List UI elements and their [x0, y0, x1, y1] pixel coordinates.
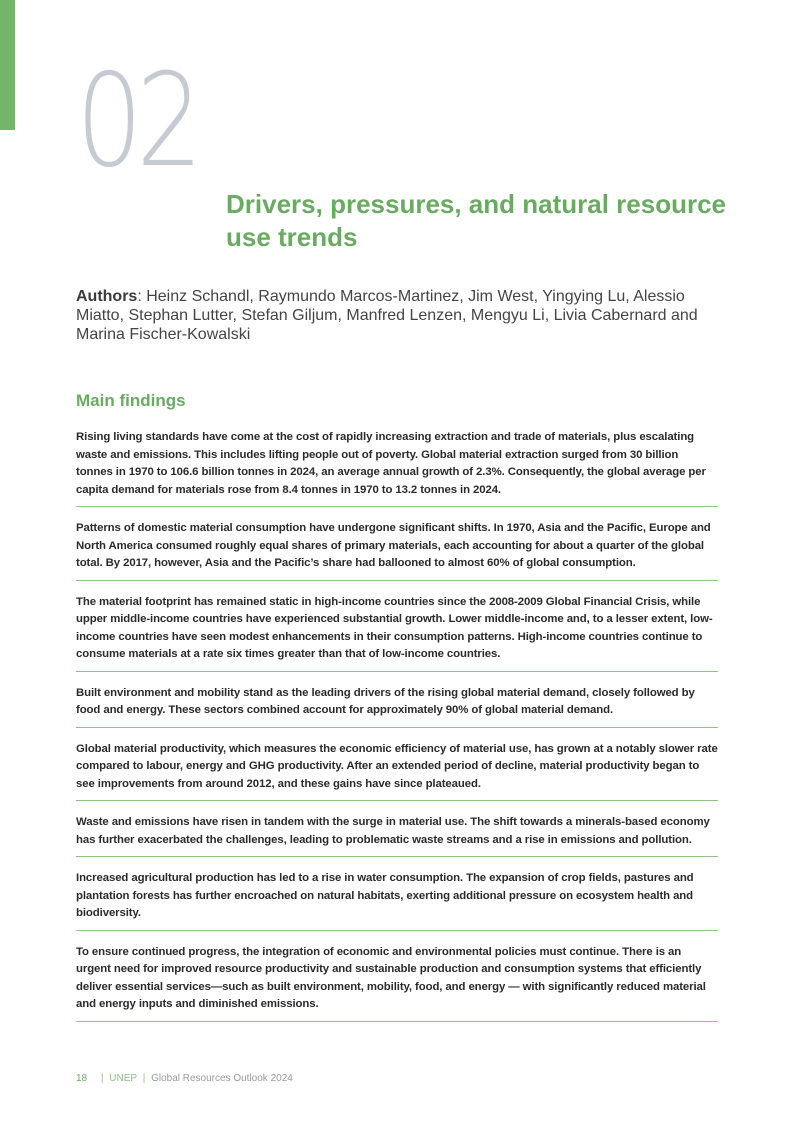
chapter-title: Drivers, pressures, and natural resource use trends: [226, 189, 727, 252]
finding-item-3: The material footprint has remained static in high-income countries since the 2008-2009 Global Financial Crisis, while upper middle-income countries have experienced substantial growth. Lower middle-income and, to a lesser extent, low-income countries have seen modest enhancements in their consumption patterns. High-income countries continue to consume materials at a rate six times greater than that of low-income countries.: [76, 594, 718, 672]
finding-item-4: Built environment and mobility stand as the leading drivers of the rising global material demand, closely followed by food and energy. These sectors combined account for approximately 90% of global material demand.: [76, 685, 718, 728]
footer-publication: Global Resources Outlook 2024: [151, 1073, 293, 1084]
finding-item-7: Increased agricultural production has led to a rise in water consumption. The expansion of crop fields, pastures and plantation forests has further encroached on natural habitats, exerting additional pressure on ecosystem health and biodiversity.: [76, 870, 718, 931]
main-findings-list: [76, 429, 718, 1035]
finding-item-1: Rising living standards have come at the cost of rapidly increasing extraction and trade of materials, plus escalating waste and emissions. This includes lifting people out of poverty. Global material extraction surged from 30 billion tonnes in 1970 to 106.6 billion tonnes in 2024, an average annual growth of 2.3%. Consequently, the global average per capita demand for materials rose from 8.4 tonnes in 1970 to 13.2 tonnes in 2024.: [76, 429, 718, 507]
side-accent-bar: [0, 0, 15, 130]
footer-organization: UNEP: [109, 1073, 137, 1084]
page-number: 18: [76, 1073, 88, 1084]
authors-names: : Heinz Schandl, Raymundo Marcos-Martinez, Jim West, Yingying Lu, Alessio Miatto, Stephan Lutter, Stefan Giljum, Manfred Lenzen, Mengyu Li, Livia Cabernard and Marina Fischer-Kowalski: [76, 288, 698, 343]
page-footer: [76, 1072, 293, 1086]
chapter-number: 02: [76, 47, 197, 196]
finding-item-6: Waste and emissions have risen in tandem with the surge in material use. The shift towards a minerals-based economy has further exacerbated the challenges, leading to problematic waste streams and a rise in emissions and pollution.: [76, 814, 718, 857]
finding-item-2: Patterns of domestic material consumption have undergone significant shifts. In 1970, Asia and the Pacific, Europe and North America consumed roughly equal shares of primary materials, each accounting for about a quarter of the global total. By 2017, however, Asia and the Pacific’s share had ballooned to almost 60% of global consumption.: [76, 520, 718, 581]
footer-separator-2: |: [142, 1073, 146, 1084]
authors-line: [76, 287, 716, 344]
footer-separator-1: |: [100, 1073, 104, 1084]
finding-item-5: Global material productivity, which measures the economic efficiency of material use, has grown at a notably slower rate compared to labour, energy and GHG productivity. After an extended period of decline, material productivity began to see improvements from around 2012, and these gains have since plateaued.: [76, 741, 718, 802]
authors-label: Authors: [76, 288, 138, 305]
finding-item-8: To ensure continued progress, the integration of economic and environmental policies must continue. There is an urgent need for improved resource productivity and sustainable production and consumption systems that efficiently deliver essential services—such as built environment, mobility, food, and energy — with significantly reduced material and energy inputs and diminished emissions.: [76, 944, 718, 1022]
main-findings-heading: Main findings: [76, 391, 186, 410]
